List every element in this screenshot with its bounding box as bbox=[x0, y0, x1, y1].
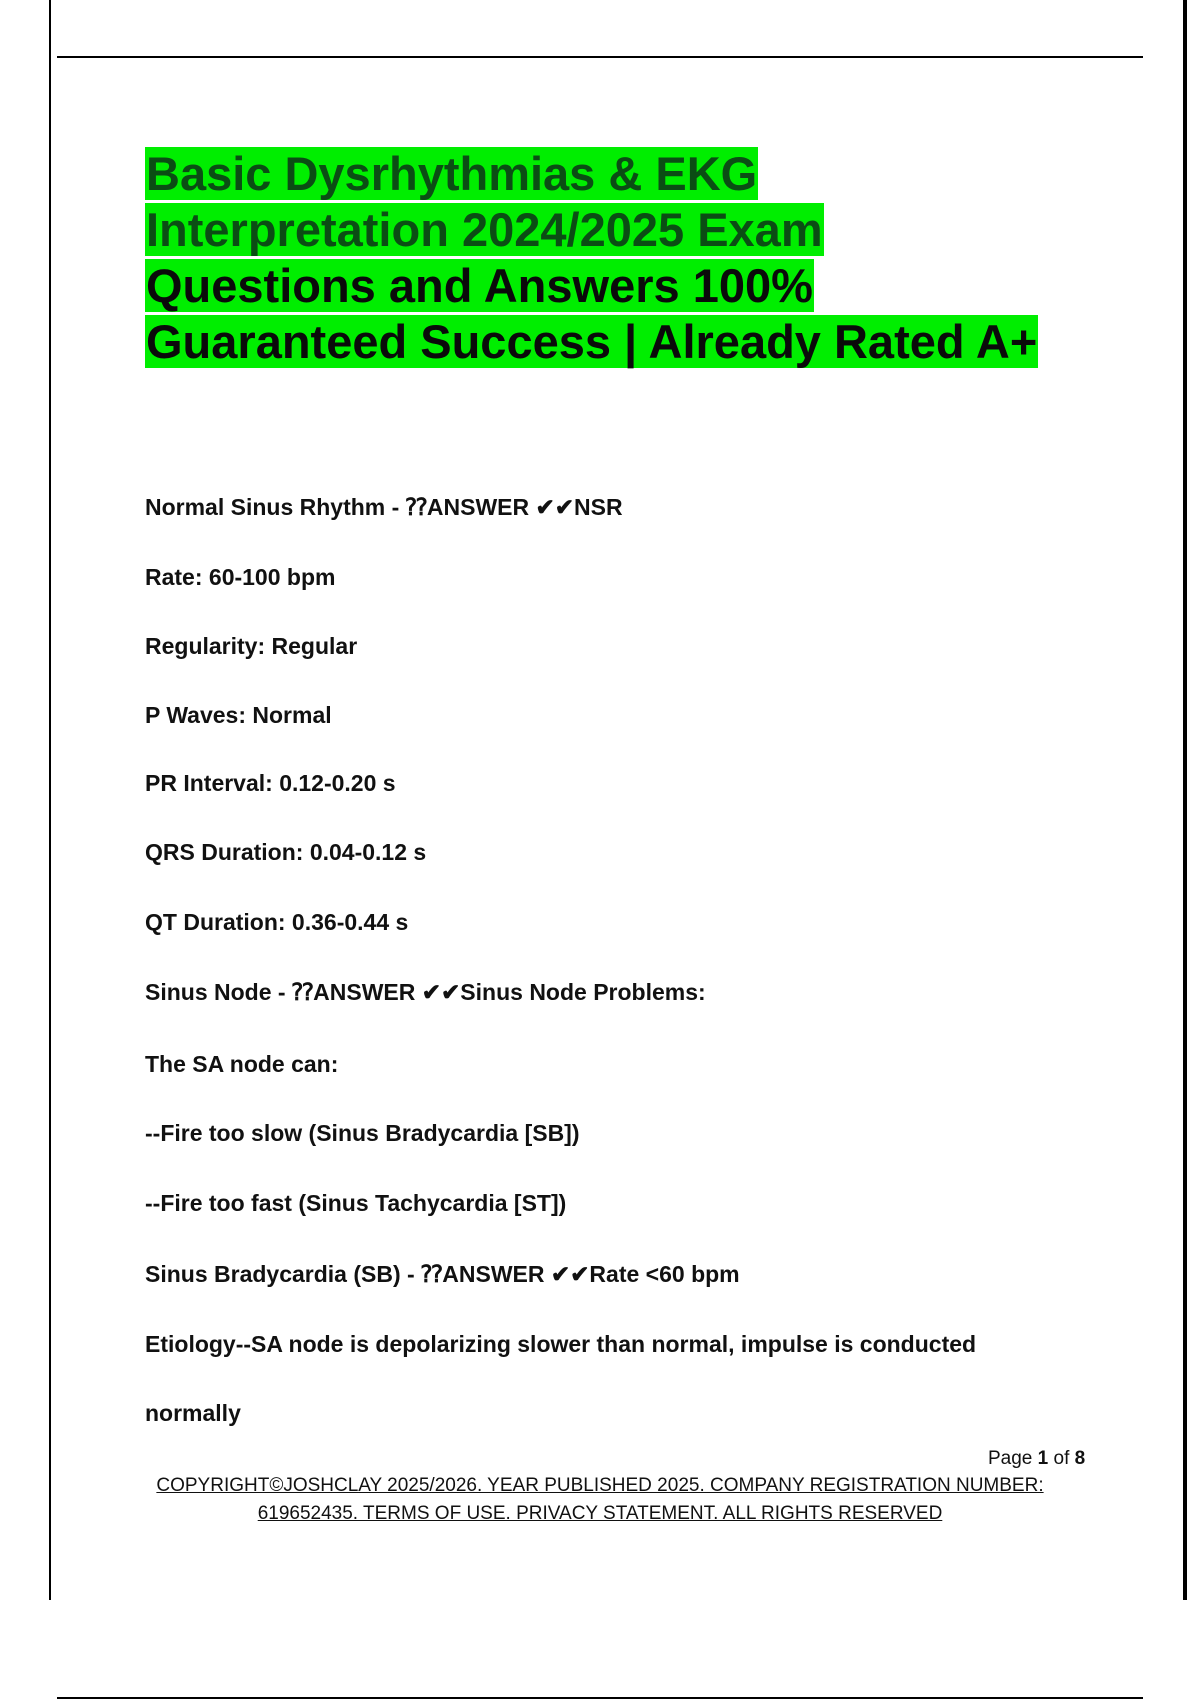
body-line: P Waves: Normal bbox=[145, 702, 332, 728]
body-line: Sinus Node - ⁇ANSWER ✔✔Sinus Node Problems: bbox=[145, 979, 706, 1005]
copyright-line: COPYRIGHT©JOSHCLAY 2025/2026. YEAR PUBLISHED 2025. COMPANY REGISTRATION NUMBER: bbox=[156, 1475, 1044, 1496]
title-line bbox=[145, 146, 1038, 202]
body-line: Sinus Bradycardia (SB) - ⁇ANSWER ✔✔Rate <60 bpm bbox=[145, 1261, 740, 1287]
body-line: The SA node can: bbox=[145, 1051, 339, 1077]
copyright-line: 619652435. TERMS OF USE. PRIVACY STATEMENT. ALL RIGHTS RESERVED bbox=[257, 1503, 943, 1524]
page-current: 1 bbox=[1037, 1448, 1049, 1469]
title-line-text: Questions and Answers 100% bbox=[146, 259, 813, 312]
title-line-text: Interpretation 2024/2025 Exam bbox=[146, 203, 823, 256]
copyright-notice bbox=[150, 1472, 1050, 1528]
page-border-left bbox=[49, 0, 51, 1600]
document-title bbox=[145, 146, 1038, 370]
page-number bbox=[988, 1448, 1085, 1470]
body-line: Normal Sinus Rhythm - ⁇ANSWER ✔✔NSR bbox=[145, 494, 623, 520]
title-line bbox=[145, 258, 1038, 314]
page-label: Page bbox=[988, 1448, 1033, 1469]
body-line: --Fire too slow (Sinus Bradycardia [SB]) bbox=[145, 1120, 580, 1146]
page-total: 8 bbox=[1074, 1448, 1086, 1469]
body-line: PR Interval: 0.12-0.20 s bbox=[145, 770, 396, 796]
title-line-text: Guaranteed Success | Already Rated A+ bbox=[146, 315, 1038, 368]
header-rule bbox=[57, 56, 1143, 58]
body-line: QRS Duration: 0.04-0.12 s bbox=[145, 839, 427, 865]
page-border-right bbox=[1183, 0, 1187, 1600]
body-line: QT Duration: 0.36-0.44 s bbox=[145, 909, 409, 935]
body-line: --Fire too fast (Sinus Tachycardia [ST]) bbox=[145, 1190, 567, 1216]
body-line: Rate: 60-100 bpm bbox=[145, 564, 336, 590]
body-line: normally bbox=[145, 1400, 241, 1426]
body-line: Regularity: Regular bbox=[145, 633, 358, 659]
bottom-rule bbox=[57, 1697, 1143, 1699]
title-line-text: Basic Dysrhythmias & EKG bbox=[146, 147, 758, 200]
page-of-label: of bbox=[1053, 1448, 1070, 1469]
title-line bbox=[145, 314, 1038, 370]
title-line bbox=[145, 202, 1038, 258]
body-line: Etiology--SA node is depolarizing slower than normal, impulse is conducted bbox=[145, 1331, 977, 1357]
